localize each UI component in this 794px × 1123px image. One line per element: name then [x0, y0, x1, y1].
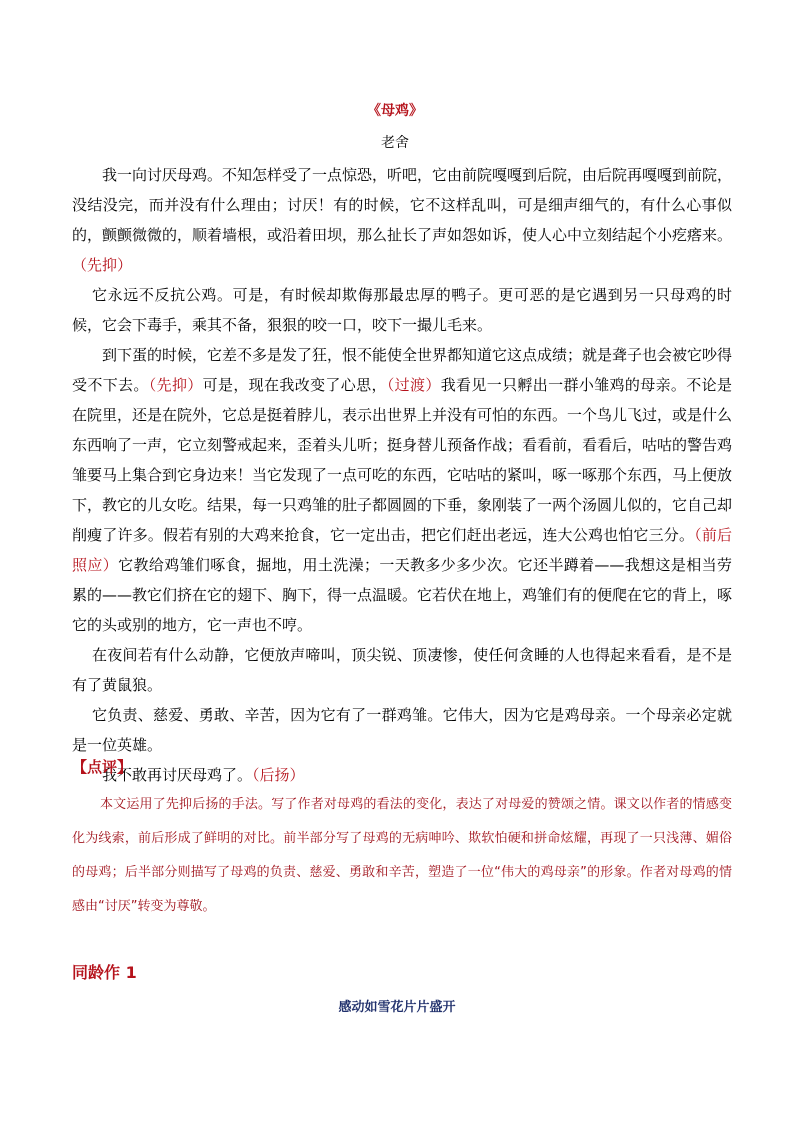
section-heading: 同龄作 1 — [72, 963, 137, 982]
paragraph-2 — [72, 280, 732, 340]
article-author: 老舍 — [381, 135, 409, 151]
annotation-note: （后扬） — [252, 766, 305, 784]
paragraph-5 — [72, 700, 732, 760]
paragraph-text: 它负责、慈爱、勇敢、辛苦，因为它有了一群鸡雏。它伟大，因为它是鸡母亲。一个母亲必定就是一位英雄。 — [72, 706, 732, 754]
paragraph-text: 到下蛋的时候，它差不多是发了狂，恨不能使全世界都知道它这点成绩；就是聋子也会被它吵得受不下去。 — [72, 346, 733, 394]
essay-title: 感动如雪花片片盛开 — [338, 1000, 456, 1015]
paragraph-text: 我一向讨厌母鸡。不知怎样受了一点惊恐，听吧，它由前院嘎嘎到后院，由后院再嘎嘎到前院，没结没完，而并没有什么理由；讨厌！有的时候，它不这样乱叫，可是细声细气的，有什么心事似的，颤颤微微的，顺着墙根，或沿着田坝，那么扯长了声如怨如诉，使人心中立刻结起个小疙瘩来。 — [72, 166, 733, 244]
annotation-note: （先抑） — [148, 376, 203, 394]
paragraph-text: 它永远不反抗公鸡。可是，有时候却欺侮那最忠厚的鸭子。更可恶的是它遇到另一只母鸡的时候，它会下毒手，乘其不备，狠狠的咬一口，咬下一撮儿毛来。 — [72, 286, 732, 334]
comment-text: 本文运用了先抑后扬的手法。写了作者对母鸡的看法的变化，表达了对母爱的赞颂之情。课文以作者的情感变化为线索，前后形成了鲜明的对比。前半部分写了母鸡的无病呻吟、欺软怕硬和拼命炫耀，再现了一只浅薄、媚俗的母鸡；后半部分则描写了母鸡的负责、慈爱、勇敢和辛苦，塑造了一位“伟大的鸡母亲”的形象。作者对母鸡的情感由“讨厌”转变为尊敬。 — [72, 797, 732, 914]
paragraph-3 — [72, 340, 732, 640]
paragraph-text: 可是，现在我改变了心思， — [202, 376, 387, 394]
paragraph-4 — [72, 640, 732, 700]
paragraph-text: 我看见一只孵出一群小雏鸡的母亲。不论是在院里，还是在院外，它总是挺着脖儿，表示出世界上并没有可怕的东西。一个鸟儿飞过，或是什么东西响了一声，它立刻警戒起来，歪着头儿听；挺身替儿预备作战；看看前，看看后，咕咕的警告鸡雏要马上集合到它身边来！当它发现了一点可吃的东西，它咕咕的紧叫，啄一啄那个东西，马上便放下，教它的儿女吃。结果，每一只鸡雏的肚子都圆圆的下垂，象刚装了一两个汤圆儿似的，它自己却削瘦了许多。假若有别的大鸡来抢食，它一定出击，把它们赶出老远，连大公鸡也怕它三分。 — [72, 376, 733, 544]
annotation-note: （先抑） — [72, 256, 133, 274]
annotation-note: （过渡） — [386, 376, 441, 394]
article-title: 《母鸡》 — [367, 103, 423, 119]
paragraph-text: 在夜间若有什么动静，它便放声啼叫，顶尖锐、顶凄惨，使任何贪睡的人也得起来看看，是不是有了黄鼠狼。 — [72, 646, 732, 694]
paragraph-1 — [72, 160, 732, 280]
comment-section — [72, 788, 732, 924]
article-body — [72, 160, 732, 790]
annotation-note: （前后照应） — [72, 526, 732, 574]
comment-heading: 【点评】 — [72, 758, 133, 776]
paragraph-text: 我不敢再讨厌母鸡了。 — [102, 766, 253, 784]
paragraph-6 — [72, 760, 732, 790]
paragraph-text: 它教给鸡雏们啄食，掘地，用土洗澡；一天教多少多少次。它还半蹲着——我想这是相当劳累的——教它们挤在它的翅下、胸下，得一点温暖。它若伏在地上，鸡雏们有的便爬在它的背上，啄它的头或别的地方，它一声也不哼。 — [72, 556, 733, 634]
